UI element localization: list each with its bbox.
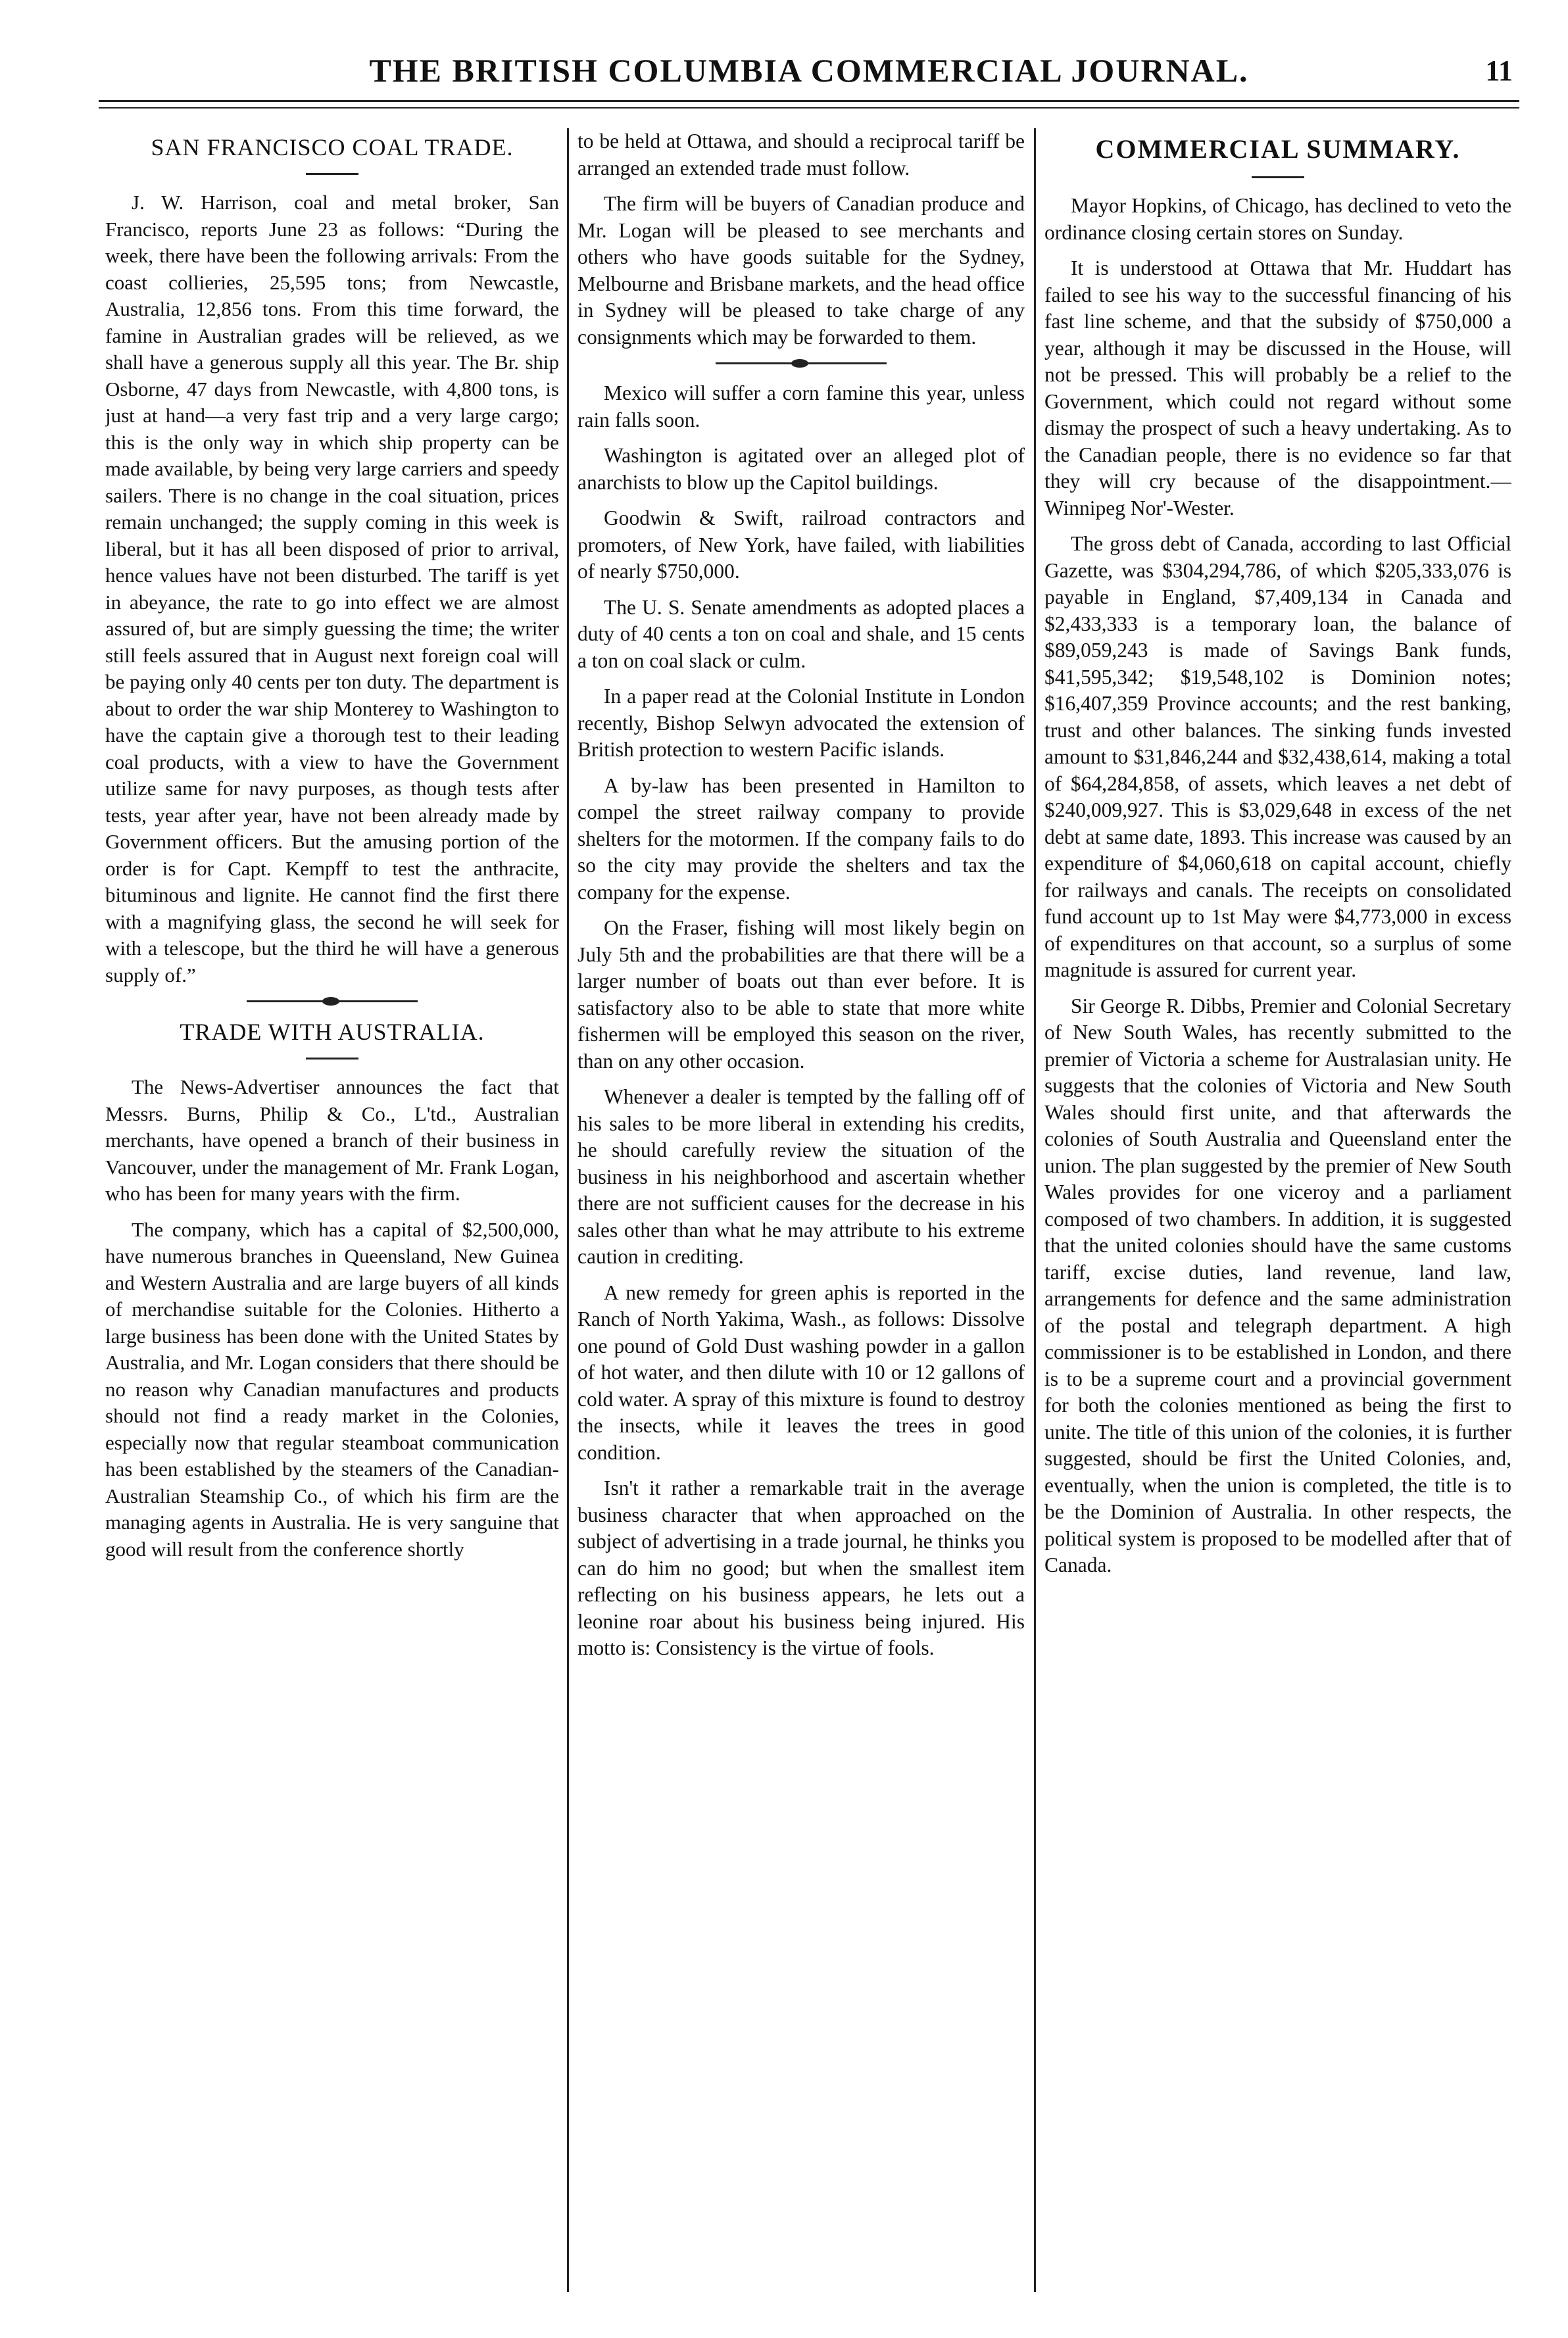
news-item: Isn't it rather a remarkable trait in the average business character that when approached on the subject of advertising in a trade journal, he thinks you can do him no good; but when the smallest item reflecting on his business appears, he lets out a leonine roar about his business being injured. His motto is: Consistency is the virtue of fools. — [577, 1476, 1025, 1659]
article-paragraph: J. W. Harrison, coal and metal broker, San Francisco, reports June 23 as follows: “During the week, there have been the following arrivals: From the coast collieries, 25,595 tons; from Newcastle, Australia, 12,856 tons. From this time forward, the famine in Australian grades will be relieved, as we shall have a generous supply all this year. The Br. ship Osborne, 47 days from Newcastle, with 4,800 tons, is just at hand—a very fast trip and a very large cargo; this is the only way in which ship property can be made available, by being very large carriers and speedy sailers. There is no change in the coal situation, prices remain unchanged; the supply coming in this week is liberal, but it has all been disposed of prior to arrival, hence values have not been disturbed. The tariff is yet in abeyance, the rate to go into effect we are almost assured of, but are simply guessing the time; the writer still feels assured that in August next foreign coal will be paying only 40 cents per ton duty. The department is about to order the war ship Monterey to Washington to have the captain give a thorough test to their leading coal products, with a view to have the Government utilize same for navy purposes, as though tests after tests, year after year, have not been already made by Government officers. But the amusing portion of the order is for Capt. Kempff to test the anthracite, bituminous and lignite. He cannot find the first there with a magnifying glass, the second he will seek for with a telescope, but the third he will have a generous supply of.” — [105, 191, 559, 986]
news-item: Goodwin & Swift, railroad contractors and promoters, of New York, have failed, with liabilities of nearly $750,000. — [577, 506, 1025, 583]
heading-rule — [1252, 176, 1304, 178]
heading-rule — [306, 1058, 358, 1059]
masthead — [99, 46, 1519, 125]
article-heading-coal-trade: SAN FRANCISCO COAL TRADE. — [151, 134, 514, 160]
news-item: Mexico will suffer a corn famine this year, unless rain falls soon. — [577, 381, 1025, 431]
article-separator — [247, 1000, 418, 1002]
masthead-rule-thin — [99, 107, 1519, 109]
column-divider — [567, 128, 569, 2292]
article-paragraph: The company, which has a capital of $2,500,000, have numerous branches in Queensland, New Guinea and Western Australia and are large buyers of all kinds of merchandise suitable for the Colonies. Hitherto a large business has been done with the United States by Australia, and Mr. Logan considers that there should be no reason why Canadian manufactures and products should not find a ready market in the Colonies, especially now that regular steamboat communication has been established by the steamers of the Canadian-Australian Steamship Co., of which his firm are the managing agents in Australia. He is very sanguine that good will result from the conference shortly — [105, 1217, 559, 1561]
news-item: Washington is agitated over an alleged plot of anarchists to blow up the Capitol buildings. — [577, 444, 1025, 494]
news-item: On the Fraser, fishing will most likely begin on July 5th and the probabilities are that there will be a larger number of boats out than ever before. It is satisfactory also to be able to state that more white fishermen will be employed this season on the river, than on any other occasion. — [577, 916, 1025, 1073]
article-paragraph: The News-Advertiser announces the fact that Messrs. Burns, Philip & Co., L'td., Australian merchants, have opened a branch of their business in Vancouver, under the management of Mr. Frank Logan, who has been for many years with the firm. — [105, 1075, 559, 1205]
news-item: A by-law has been presented in Hamilton to compel the street railway company to provide shelters for the motormen. If the company fails to do so the city may provide the shelters and tax the company for the expense. — [577, 773, 1025, 904]
column-1 — [105, 128, 559, 2285]
article-separator — [716, 362, 887, 364]
news-item: Mayor Hopkins, of Chicago, has declined to veto the ordinance closing certain stores on Sunday. — [1044, 194, 1511, 244]
masthead-rule — [99, 100, 1519, 102]
column-2 — [577, 128, 1025, 2285]
news-item: A new remedy for green aphis is reported in the Ranch of North Yakima, Wash., as follows: Dissolve one pound of Gold Dust washing powder in a gallon of hot water, and then dilute with 10 or 12 gallons of cold water. A spray of this mixture is found to destroy the insects, while it leaves the trees in good condition. — [577, 1280, 1025, 1464]
section-heading-commercial-summary: COMMERCIAL SUMMARY. — [1095, 134, 1461, 164]
heading-rule — [306, 173, 358, 175]
news-item: Sir George R. Dibbs, Premier and Colonial Secretary of New South Wales, has recently submitted to the premier of Victoria a scheme for Australasian unity. He suggests that the colonies of Victoria and New South Wales should first unite, and that afterwards the colonies of South Australia and Queensland enter the union. The plan suggested by the premier of New South Wales provides for one viceroy and a parliament composed of two chambers. In addition, it is suggested that the united colonies should have the same customs tariff, excise duties, land revenue, land law, arrangements for defence and the same administration of the postal and telegraph department. A high commissioner is to be established in London, and there is to be a supreme court and a provincial government for both the colonies mentioned as being the first to unite. The title of this union of the colonies, it is further suggested, should be first the United Colonies, and, eventually, when the union is completed, the title is to be the Dominion of Australia. In other respects, the political system is proposed to be modelled after that of Canada. — [1044, 994, 1511, 1576]
journal-title: THE BRITISH COLUMBIA COMMERCIAL JOURNAL. — [369, 52, 1249, 89]
news-item: In a paper read at the Colonial Institute in London recently, Bishop Selwyn advocated the extension of British protection to western Pacific islands. — [577, 685, 1025, 761]
column-3 — [1044, 128, 1511, 2285]
article-heading-australia: TRADE WITH AUSTRALIA. — [180, 1019, 485, 1045]
news-item: The gross debt of Canada, according to last Official Gazette, was $304,294,786, of which $205,333,076 is payable in England, $7,409,134 in Canada and $2,433,333 is a temporary loan, the balance of $89,059,243 is made of Savings Bank funds, $41,595,342; $19,548,102 is Dominion notes; $16,407,359 Province accounts; and the rest banking, trust and other balances. The sinking funds invested amount to $31,846,244 and $32,438,614, making a total of $64,284,858, of assets, which leaves a net debt of $240,009,927. This is $3,029,648 in excess of the net debt at same date, 1893. This increase was caused by an expenditure of $4,060,618 on capital account, chiefly for railways and canals. The receipts on consolidated fund account up to 1st May were $4,773,000 in excess of expenditures on that account, so a surplus of some magnitude is assured for current year. — [1044, 532, 1511, 981]
column-divider — [1034, 128, 1036, 2292]
page-number: 11 — [1485, 55, 1513, 87]
news-item: Whenever a dealer is tempted by the falling off of his sales to be more liberal in extending his credits, he should carefully review the situation of the business in his neighborhood and ascertain whether there are not sufficient causes for the decrease in his sales other than what he may attribute to his extreme caution in crediting. — [577, 1085, 1025, 1268]
article-paragraph: to be held at Ottawa, and should a reciprocal tariff be arranged an extended trade must follow. — [577, 130, 1025, 180]
news-item: It is understood at Ottawa that Mr. Huddart has failed to see his way to the successful financing of his fast line scheme, and that the subsidy of $750,000 a year, although it may be discussed in the House, will not be pressed. This will probably be a relief to the Government, which could not regard without some dismay the prospect of such a heavy undertaking. As to the Canadian people, there is no evidence so far that they will cry because of the disappointment.—Winnipeg Nor'-Wester. — [1044, 256, 1511, 520]
news-item: The U. S. Senate amendments as adopted places a duty of 40 cents a ton on coal and shale, and 15 cents a ton on coal slack or culm. — [577, 595, 1025, 672]
article-paragraph: The firm will be buyers of Canadian produce and Mr. Logan will be pleased to see merchants and others who have goods suitable for the Sydney, Melbourne and Brisbane markets, and the head office in Sydney will be pleased to take charge of any consignments which may be forwarded to them. — [577, 192, 1025, 349]
